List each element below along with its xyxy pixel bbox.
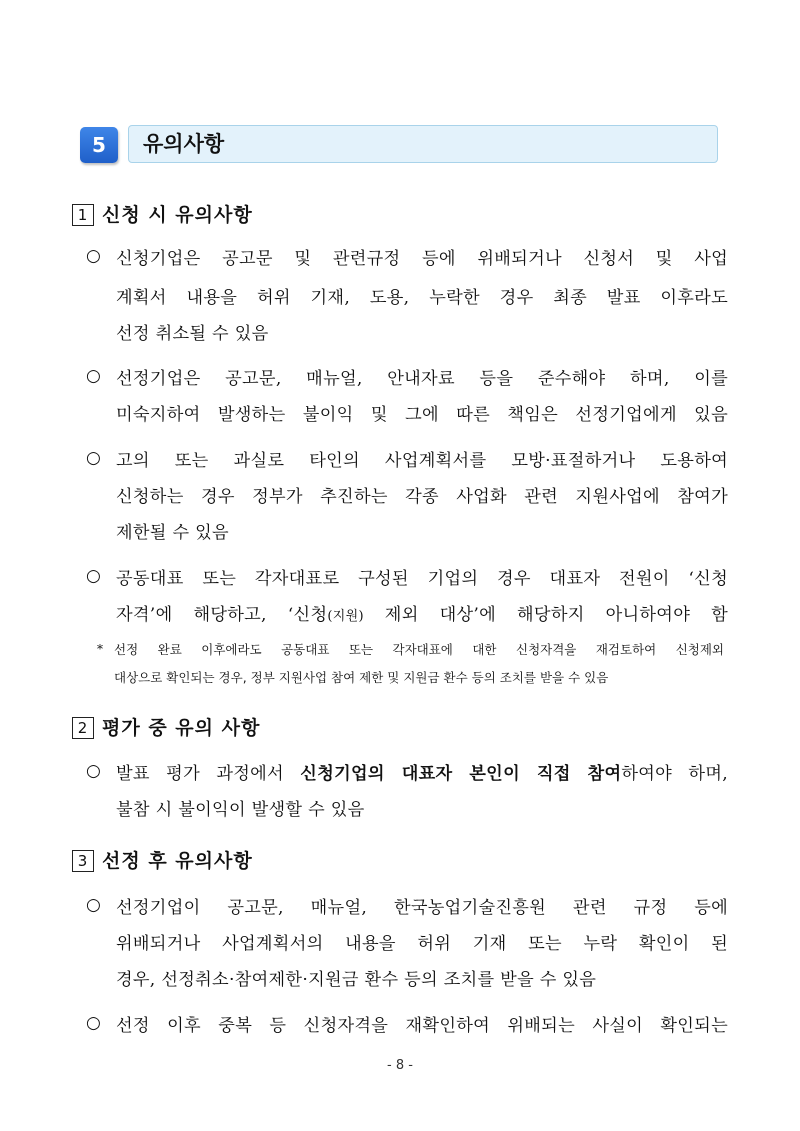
text-fragment: 제외 대상’에 해당하지 아니하여야 함 [363, 605, 728, 625]
paragraph-line: 선정기업은 공고문, 매뉴얼, 안내자료 등을 준수해야 하며, 이를 [116, 369, 728, 389]
subheading-3-title: 선정 후 유의사항 [102, 850, 253, 872]
section-title-box [128, 125, 718, 163]
text-fragment: 하여야 하며, [621, 764, 728, 784]
bullet-symbol: ○ [86, 1013, 102, 1033]
paragraph-line: 선정기업이 공고문, 매뉴얼, 한국농업기술진흥원 관련 규정 등에 [116, 898, 728, 918]
text-fragment: 발표 평가 과정에서 [116, 764, 301, 784]
section-number-badge: 5 [80, 127, 118, 163]
bullet-symbol: ○ [86, 761, 102, 781]
bullet-symbol: ○ [86, 566, 102, 586]
paragraph-line: 선정 취소될 수 있음 [116, 324, 269, 344]
subheading-3 [72, 846, 253, 873]
page-number: - 8 - [387, 1058, 413, 1073]
text-fragment: 자격’에 해당하고, ‘신청 [116, 605, 328, 625]
paragraph-line: 위배되거나 사업계획서의 내용을 허위 기재 또는 누락 확인이 된 [116, 934, 728, 954]
paragraph-line: 신청하는 경우 정부가 추진하는 각종 사업화 관련 지원사업에 참여가 [116, 487, 728, 507]
paragraph-line [116, 759, 728, 784]
bullet-symbol: ○ [86, 895, 102, 915]
paragraph-line: 신청기업은 공고문 및 관련규정 등에 위배되거나 신청서 및 사업 [116, 249, 728, 269]
note-line: 선정 완료 이후에라도 공동대표 또는 각자대표에 대한 신청자격을 재검토하여 신청제외 [114, 642, 724, 657]
paragraph-line: 선정 이후 중복 등 신청자격을 재확인하여 위배되는 사실이 확인되는 [116, 1016, 728, 1036]
section-header [80, 125, 718, 163]
subheading-1 [72, 200, 253, 227]
subheading-2-title: 평가 중 유의 사항 [102, 717, 261, 739]
subheading-1-number: 1 [72, 204, 94, 226]
paragraph-line: 제한될 수 있음 [116, 523, 229, 543]
paragraph-line [116, 600, 728, 625]
note-asterisk: * [97, 642, 103, 656]
text-fragment: (지원) [327, 609, 364, 624]
bullet-symbol: ○ [86, 448, 102, 468]
note-line: 대상으로 확인되는 경우, 정부 지원사업 참여 제한 및 지원금 환수 등의 조치를 받을 수 있음 [114, 670, 609, 685]
subheading-3-number: 3 [72, 850, 94, 872]
paragraph-line: 경우, 선정취소·참여제한·지원금 환수 등의 조치를 받을 수 있음 [116, 970, 597, 990]
paragraph-line: 미숙지하여 발생하는 불이익 및 그에 따른 책임은 선정기업에게 있음 [116, 405, 728, 425]
bullet-symbol: ○ [86, 366, 102, 386]
paragraph-line: 고의 또는 과실로 타인의 사업계획서를 모방·표절하거나 도용하여 [116, 451, 728, 471]
paragraph-line: 계획서 내용을 허위 기재, 도용, 누락한 경우 최종 발표 이후라도 [116, 288, 728, 308]
bullet-symbol: ○ [86, 246, 102, 266]
paragraph-line: 불참 시 불이익이 발생할 수 있음 [116, 800, 365, 820]
subheading-2 [72, 713, 260, 740]
section-title: 유의사항 [143, 132, 225, 156]
subheading-2-number: 2 [72, 717, 94, 739]
subheading-1-title: 신청 시 유의사항 [102, 204, 253, 226]
emphasized-text: 신청기업의 대표자 본인이 직접 참여 [300, 764, 622, 784]
paragraph-line: 공동대표 또는 각자대표로 구성된 기업의 경우 대표자 전원이 ‘신청 [116, 569, 728, 589]
